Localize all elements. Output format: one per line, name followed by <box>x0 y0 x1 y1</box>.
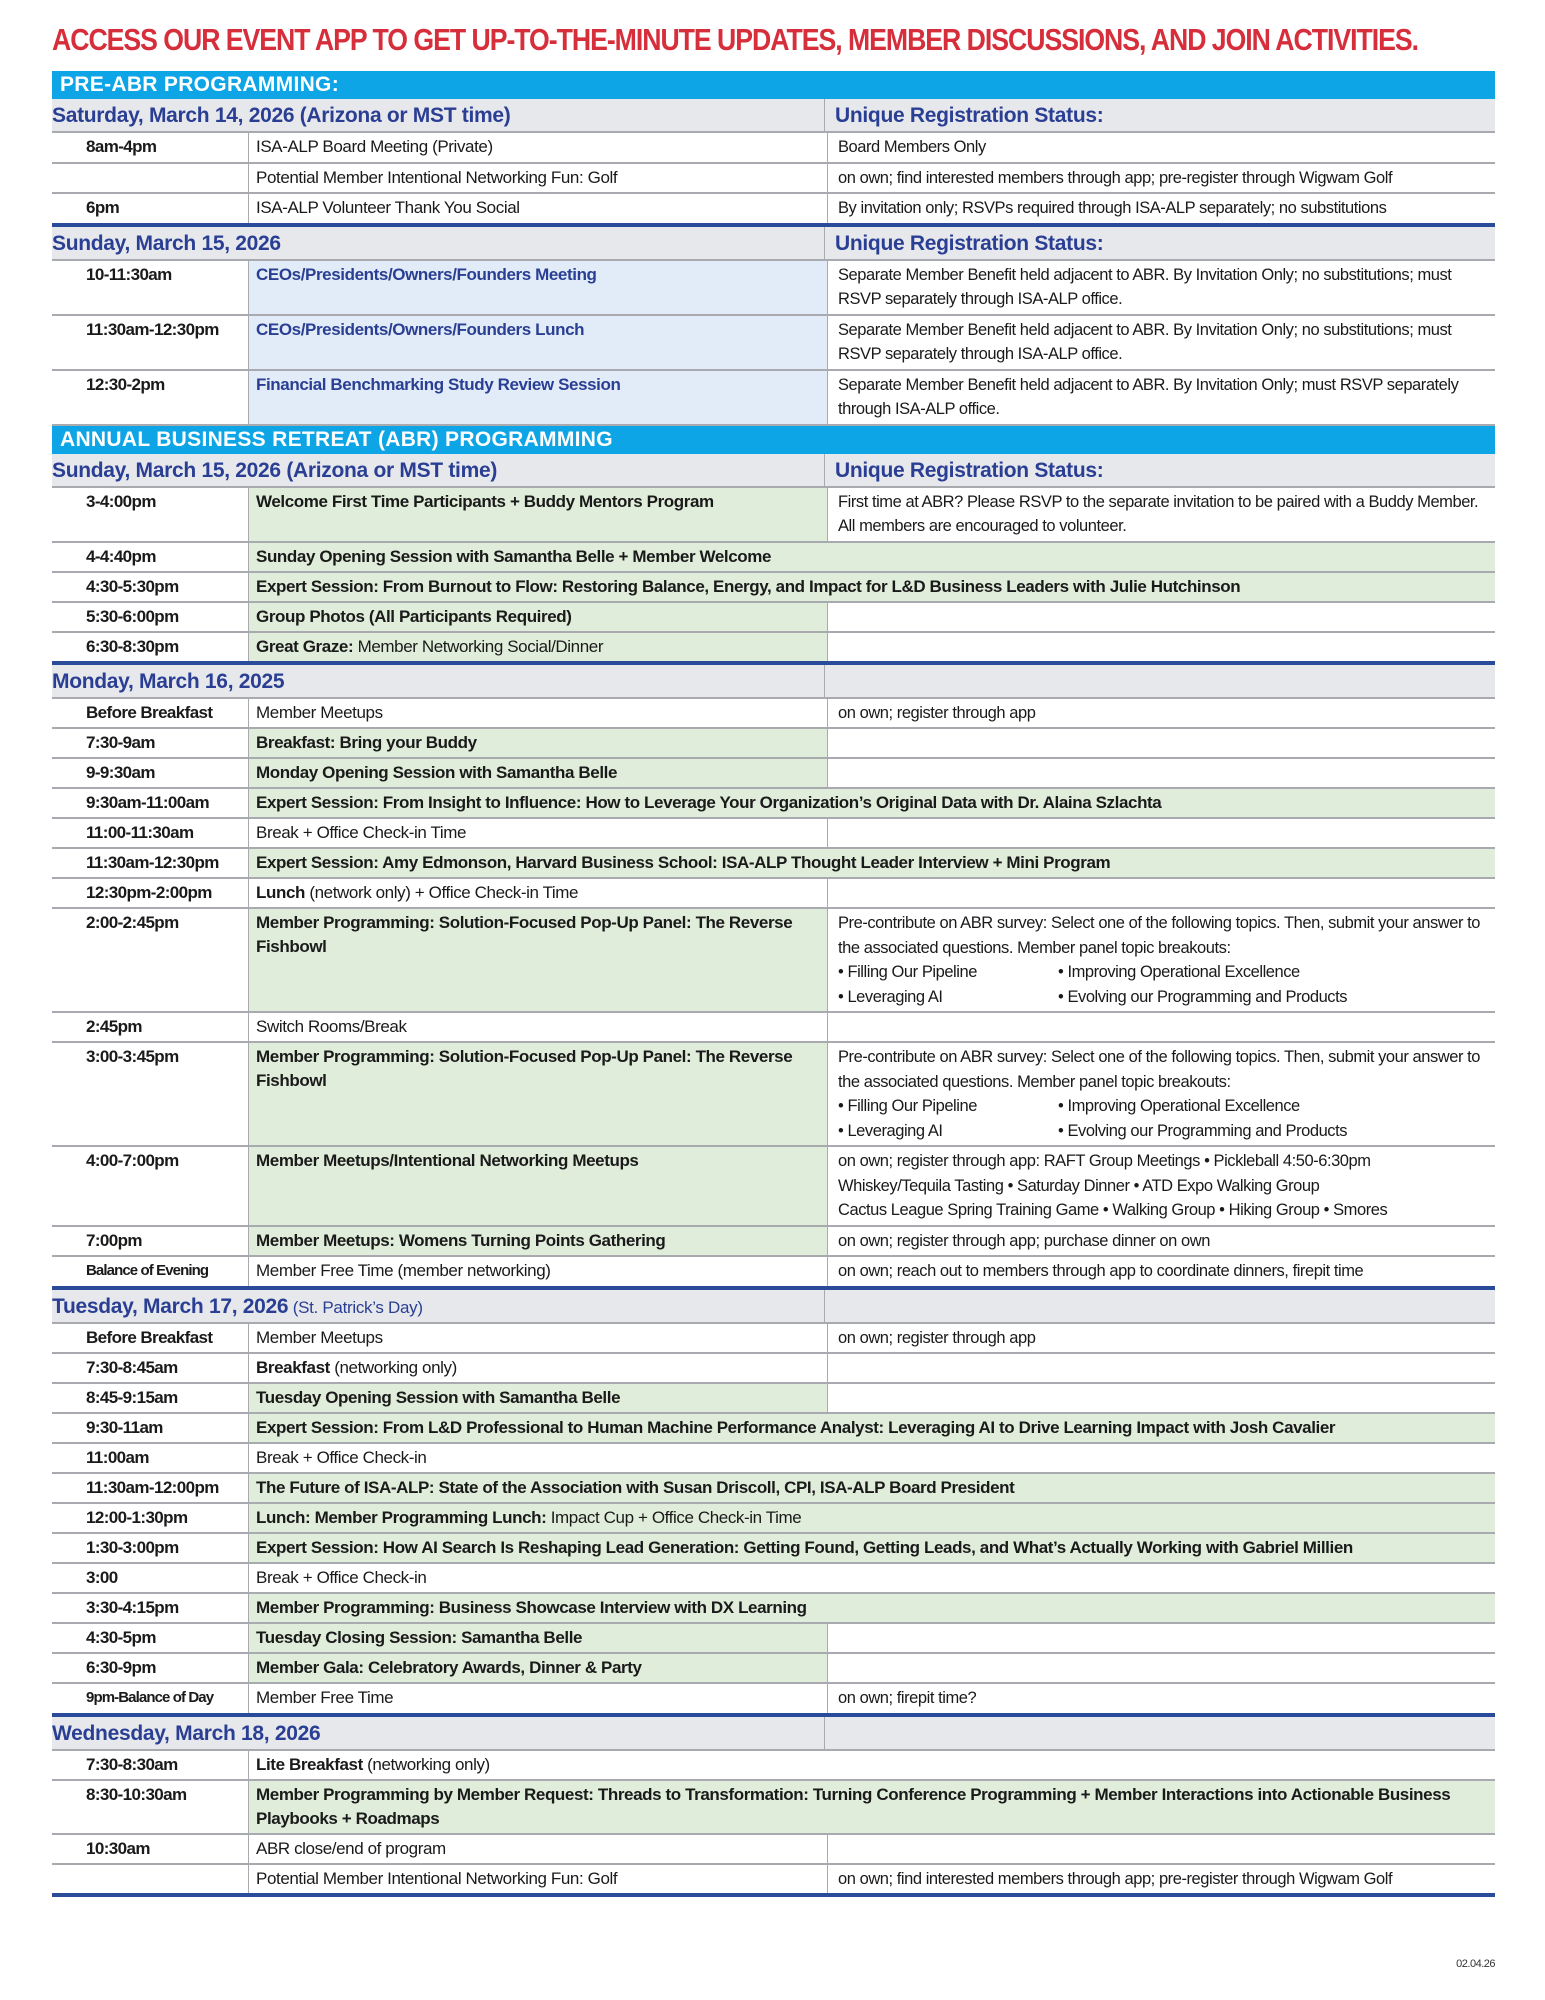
schedule-row <box>52 633 1495 665</box>
event-title-text: (network only) + Office Check-in Time <box>305 883 579 902</box>
row-event <box>249 1227 828 1256</box>
status-line: Whiskey/Tequila Tasting • Saturday Dinner • ATD Expo Walking Group <box>838 1176 1320 1195</box>
row-event <box>249 1534 1495 1562</box>
schedule-row <box>52 316 1495 371</box>
day-date-text: Monday, March 16, 2025 <box>52 669 285 693</box>
event-title-bold: The Future of ISA-ALP: State of the Association with Susan Driscoll, CPI, ISA-ALP Board President <box>256 1478 1015 1497</box>
day-date <box>52 1717 825 1749</box>
schedule-row <box>52 261 1495 316</box>
status-text: on own; register through app <box>838 1328 1036 1347</box>
schedule-row <box>52 909 1495 1013</box>
row-registration-status <box>828 1147 1495 1225</box>
event-title-text: Potential Member Intentional Networking Fun: Golf <box>256 1868 618 1888</box>
event-title-bold: Group Photos (All Participants Required) <box>256 606 572 626</box>
schedule-row <box>52 1835 1495 1865</box>
row-registration-status <box>828 261 1495 314</box>
section-title-bar: PRE-ABR PROGRAMMING: <box>52 71 1495 99</box>
event-title-text: ISA-ALP Board Meeting (Private) <box>256 137 493 156</box>
event-title-bold: Member Meetups: Womens Turning Points Gathering <box>256 1230 666 1250</box>
section-title-bar: ANNUAL BUSINESS RETREAT (ABR) PROGRAMMING <box>52 426 1495 454</box>
day-header <box>52 1717 1495 1751</box>
row-event <box>249 1654 828 1682</box>
schedule-row <box>52 1414 1495 1444</box>
row-event <box>249 1257 828 1286</box>
schedule-row <box>52 1324 1495 1355</box>
row-registration-status <box>828 371 1495 424</box>
row-registration-status <box>828 1013 1495 1041</box>
row-registration-status <box>828 729 1495 757</box>
event-title-bold: Member Programming by Member Request: Threads to Transformation: Turning Conference Programming + Member Interactions into Actionable Business Playbooks + Roadmaps <box>256 1784 1451 1828</box>
event-title-bold: Tuesday Opening Session with Samantha Belle <box>256 1388 621 1407</box>
schedule-row <box>52 1564 1495 1594</box>
event-title-text: (networking only) <box>329 1358 457 1377</box>
status-text: on own; find interested members through app; pre-register through Wigwam Golf <box>838 168 1393 187</box>
row-event <box>249 1684 828 1713</box>
event-title-bold: Breakfast <box>256 1358 330 1377</box>
row-event <box>249 849 1495 877</box>
topic-item: • Improving Operational Excellence <box>1058 963 1300 981</box>
row-registration-status <box>828 1684 1495 1713</box>
row-event <box>249 1504 1495 1532</box>
row-time: 9-9:30am <box>52 759 249 787</box>
row-time: 7:30-8:30am <box>52 1751 249 1779</box>
row-time: 3:00-3:45pm <box>52 1043 249 1145</box>
status-text: Pre-contribute on ABR survey: Select one of the following topics. Then, submit your answer to the associated questions. Member panel topic breakouts: <box>838 1048 1481 1091</box>
day-date <box>52 99 825 131</box>
event-title-text: Impact Cup + Office Check-in Time <box>546 1508 802 1527</box>
row-registration-status <box>828 1257 1495 1286</box>
row-event <box>249 909 828 1011</box>
day-date <box>52 665 825 697</box>
topic-item: • Filling Our Pipeline <box>838 1097 977 1115</box>
schedule-row <box>52 1781 1495 1835</box>
day-date <box>52 454 825 486</box>
topic-breakouts <box>838 1094 1491 1143</box>
row-time: 12:30pm-2:00pm <box>52 879 249 907</box>
event-title-text: Break + Office Check-in Time <box>256 823 467 842</box>
event-title-bold: CEOs/Presidents/Owners/Founders Lunch <box>256 319 585 339</box>
status-text: on own; register through app <box>838 703 1036 722</box>
row-time: 8am-4pm <box>52 133 249 162</box>
row-time: 7:30-9am <box>52 729 249 757</box>
day-date-note: (St. Patrick’s Day) <box>288 1297 423 1317</box>
status-text: Separate Member Benefit held adjacent to ABR. By Invitation Only; must RSVP separately through ISA-ALP office. <box>838 375 1459 418</box>
schedule-row <box>52 729 1495 759</box>
row-registration-status <box>828 1227 1495 1256</box>
event-title-bold: Expert Session: How AI Search Is Reshaping Lead Generation: Getting Found, Getting Leads, and What’s Actually Working with Gabriel Millien <box>256 1538 1353 1557</box>
event-title-text: Switch Rooms/Break <box>256 1017 407 1036</box>
row-event <box>249 789 1495 817</box>
schedule-row <box>52 1354 1495 1384</box>
row-time: 4:30-5pm <box>52 1624 249 1652</box>
status-text: on own; firepit time? <box>838 1689 977 1707</box>
event-title-bold: Lunch <box>256 883 305 902</box>
topic-item: • Improving Operational Excellence <box>1058 1097 1300 1115</box>
row-registration-status <box>828 1324 1495 1353</box>
row-event <box>249 819 828 847</box>
row-event <box>249 1564 1495 1592</box>
schedule-row <box>52 573 1495 603</box>
row-time: 10:30am <box>52 1835 249 1863</box>
row-registration-status <box>828 759 1495 787</box>
row-registration-status <box>828 879 1495 907</box>
day-header <box>52 1290 1495 1324</box>
row-time: 11:30am-12:00pm <box>52 1474 249 1502</box>
row-registration-status <box>828 819 1495 847</box>
row-time: 12:00-1:30pm <box>52 1504 249 1532</box>
schedule-row <box>52 1504 1495 1534</box>
event-title-bold: Tuesday Closing Session: Samantha Belle <box>256 1628 583 1647</box>
day-header <box>52 99 1495 133</box>
registration-status-header <box>825 665 1495 697</box>
row-time: 8:45-9:15am <box>52 1384 249 1412</box>
row-event <box>249 573 1495 601</box>
schedule-row <box>52 879 1495 909</box>
app-banner: ACCESS OUR EVENT APP TO GET UP-TO-THE-MINUTE UPDATES, MEMBER DISCUSSIONS, AND JOIN ACTIVITIES. <box>52 22 1418 57</box>
row-time: 6pm <box>52 194 249 223</box>
day-header <box>52 227 1495 261</box>
row-time: 3-4:00pm <box>52 488 249 541</box>
registration-status-header <box>825 1290 1495 1322</box>
status-line: Cactus League Spring Training Game • Walking Group • Hiking Group • Smores <box>838 1201 1388 1219</box>
row-event <box>249 194 828 223</box>
topic-item: • Evolving our Programming and Products <box>1058 1121 1348 1140</box>
status-text: By invitation only; RSVPs required through ISA-ALP separately; no substitutions <box>838 199 1387 217</box>
row-time <box>52 164 249 193</box>
event-title-text: ABR close/end of program <box>256 1838 446 1858</box>
day-date-text: Wednesday, March 18, 2026 <box>52 1721 321 1745</box>
schedule-row <box>52 488 1495 543</box>
row-event <box>249 1594 1495 1622</box>
row-event <box>249 1013 828 1041</box>
event-title-text: Potential Member Intentional Networking Fun: Golf <box>256 167 618 187</box>
event-title-bold: Expert Session: From L&D Professional to Human Machine Performance Analyst: Leveraging AI to Drive Learning Impact with Josh Cavalier <box>256 1418 1336 1437</box>
row-time: 9:30-11am <box>52 1414 249 1442</box>
status-text: on own; find interested members through app; pre-register through Wigwam Golf <box>838 1869 1393 1888</box>
row-time: 11:30am-12:30pm <box>52 316 249 369</box>
row-event <box>249 133 828 162</box>
schedule-row <box>52 1534 1495 1564</box>
row-time: 12:30-2pm <box>52 371 249 424</box>
row-event <box>249 879 828 907</box>
row-event <box>249 1781 1495 1833</box>
row-registration-status <box>828 194 1495 223</box>
row-time: 7:00pm <box>52 1227 249 1256</box>
row-event <box>249 1624 828 1652</box>
schedule-row <box>52 819 1495 849</box>
row-registration-status <box>828 1865 1495 1894</box>
row-event <box>249 1324 828 1353</box>
row-registration-status <box>828 316 1495 369</box>
row-time: 6:30-8:30pm <box>52 633 249 661</box>
row-registration-status <box>828 1835 1495 1863</box>
schedule-row <box>52 1384 1495 1414</box>
row-event <box>249 699 828 728</box>
schedule-row <box>52 133 1495 164</box>
schedule-row <box>52 759 1495 789</box>
schedule-row <box>52 603 1495 633</box>
schedule-row <box>52 1227 1495 1258</box>
topic-item: • Filling Our Pipeline <box>838 963 977 981</box>
row-time: 4-4:40pm <box>52 543 249 571</box>
event-title-text: (networking only) <box>362 1754 490 1774</box>
status-text: Separate Member Benefit held adjacent to ABR. By Invitation Only; no substitutions; must RSVP separately through ISA-ALP office. <box>838 320 1452 363</box>
row-event <box>249 488 828 541</box>
topic-item: • Leveraging AI <box>838 987 943 1006</box>
row-time: 6:30-9pm <box>52 1654 249 1682</box>
schedule-row <box>52 1147 1495 1227</box>
schedule-row <box>52 1043 1495 1147</box>
day-date-text: Sunday, March 15, 2026 <box>52 231 281 255</box>
status-line: on own; register through app: RAFT Group Meetings • Pickleball 4:50-6:30pm <box>838 1152 1371 1170</box>
status-text: Pre-contribute on ABR survey: Select one of the following topics. Then, submit your answer to the associated questions. Member panel topic breakouts: <box>838 914 1481 957</box>
row-event <box>249 1384 828 1412</box>
row-event <box>249 729 828 757</box>
schedule-row <box>52 699 1495 730</box>
event-title-bold: Sunday Opening Session with Samantha Belle + Member Welcome <box>256 546 772 566</box>
status-text: Separate Member Benefit held adjacent to ABR. By Invitation Only; no substitutions; must RSVP separately through ISA-ALP office. <box>838 265 1452 308</box>
row-event <box>249 1147 828 1225</box>
row-time: 5:30-6:00pm <box>52 603 249 631</box>
event-title-text: Member Meetups <box>256 702 383 722</box>
row-event <box>249 1354 828 1382</box>
row-time <box>52 1865 249 1894</box>
status-text: Board Members Only <box>838 138 986 156</box>
event-title-text: Break + Office Check-in <box>256 1568 427 1587</box>
event-title-bold: Expert Session: Amy Edmonson, Harvard Business School: ISA-ALP Thought Leader Interview + Mini Program <box>256 853 1111 872</box>
row-event <box>249 1444 1495 1472</box>
schedule-row <box>52 194 1495 227</box>
row-event <box>249 603 828 631</box>
day-header <box>52 665 1495 699</box>
row-registration-status <box>828 488 1495 541</box>
schedule-table <box>52 71 1495 1897</box>
schedule-row <box>52 1865 1495 1898</box>
row-time: 2:00-2:45pm <box>52 909 249 1011</box>
schedule-row <box>52 371 1495 426</box>
row-registration-status <box>828 1354 1495 1382</box>
topic-breakouts <box>838 960 1491 1009</box>
schedule-row <box>52 1751 1495 1781</box>
event-title-bold: Member Programming: Solution-Focused Pop-Up Panel: The Reverse Fishbowl <box>256 913 793 956</box>
row-time: 9pm-Balance of Day <box>52 1684 249 1713</box>
day-date-text: Saturday, March 14, 2026 (Arizona or MST time) <box>52 104 511 127</box>
row-event <box>249 543 1495 571</box>
event-title-bold: Member Programming: Business Showcase Interview with DX Learning <box>256 1598 807 1617</box>
row-time: 11:30am-12:30pm <box>52 849 249 877</box>
schedule-row <box>52 1624 1495 1654</box>
row-time: 4:00-7:00pm <box>52 1147 249 1225</box>
schedule-row <box>52 1444 1495 1474</box>
schedule-row <box>52 1594 1495 1624</box>
row-time: Balance of Evening <box>52 1257 249 1286</box>
day-date <box>52 227 825 259</box>
row-registration-status <box>828 1043 1495 1145</box>
row-event <box>249 261 828 314</box>
event-title-bold: CEOs/Presidents/Owners/Founders Meeting <box>256 264 597 284</box>
registration-status-header <box>825 1717 1495 1749</box>
schedule-row <box>52 543 1495 573</box>
schedule-row <box>52 1684 1495 1717</box>
row-event <box>249 316 828 369</box>
event-title-bold: Member Gala: Celebratory Awards, Dinner & Party <box>256 1658 642 1677</box>
row-event <box>249 1865 828 1894</box>
row-event <box>249 1751 1495 1779</box>
schedule-row <box>52 1013 1495 1043</box>
row-time: Before Breakfast <box>52 1324 249 1353</box>
row-event <box>249 633 828 661</box>
row-event <box>249 1835 828 1863</box>
event-title-text: Break + Office Check-in <box>256 1448 427 1467</box>
day-date-text: Sunday, March 15, 2026 (Arizona or MST time) <box>52 458 498 482</box>
row-time: 4:30-5:30pm <box>52 573 249 601</box>
day-header <box>52 454 1495 488</box>
row-event <box>249 1474 1495 1502</box>
schedule-row <box>52 1474 1495 1504</box>
row-time: 1:30-3:00pm <box>52 1534 249 1562</box>
row-registration-status <box>828 633 1495 661</box>
event-title-bold: Expert Session: From Burnout to Flow: Restoring Balance, Energy, and Impact for L&D Business Leaders with Julie Hutchinson <box>256 576 1241 596</box>
row-registration-status <box>828 909 1495 1011</box>
row-event <box>249 759 828 787</box>
row-event <box>249 164 828 193</box>
event-title-bold: Great Graze: <box>256 636 354 656</box>
row-time: 10-11:30am <box>52 261 249 314</box>
registration-status-header: Unique Registration Status: <box>835 458 1104 482</box>
row-time: 2:45pm <box>52 1013 249 1041</box>
row-time: 11:00-11:30am <box>52 819 249 847</box>
schedule-row <box>52 849 1495 879</box>
event-title-text: Member Free Time (member networking) <box>256 1261 551 1280</box>
event-title-text: Member Networking Social/Dinner <box>353 636 604 656</box>
registration-status-header: Unique Registration Status: <box>835 231 1104 255</box>
status-text: on own; register through app; purchase dinner on own <box>838 1231 1210 1250</box>
row-time: 9:30am-11:00am <box>52 789 249 817</box>
event-title-bold: Lunch: Member Programming Lunch: <box>256 1508 547 1527</box>
row-time: Before Breakfast <box>52 699 249 728</box>
row-event <box>249 1043 828 1145</box>
status-text: First time at ABR? Please RSVP to the separate invitation to be paired with a Buddy Member. All members are encouraged to volunteer. <box>838 492 1479 535</box>
row-registration-status <box>828 1654 1495 1682</box>
row-event <box>249 371 828 424</box>
row-time: 3:00 <box>52 1564 249 1592</box>
event-title-bold: Expert Session: From Insight to Influence: How to Leverage Your Organization’s Original Data with Dr. Alaina Szlachta <box>256 793 1162 812</box>
schedule-row <box>52 1257 1495 1290</box>
event-title-bold: Welcome First Time Participants + Buddy Mentors Program <box>256 491 714 511</box>
topic-item: • Leveraging AI <box>838 1121 943 1140</box>
row-registration-status <box>828 164 1495 193</box>
row-registration-status <box>828 1624 1495 1652</box>
row-registration-status <box>828 133 1495 162</box>
row-time: 11:00am <box>52 1444 249 1472</box>
schedule-row <box>52 789 1495 819</box>
row-time: 8:30-10:30am <box>52 1781 249 1833</box>
registration-status-header: Unique Registration Status: <box>835 104 1104 127</box>
event-title-bold: Financial Benchmarking Study Review Session <box>256 374 621 394</box>
day-date-text: Tuesday, March 17, 2026 <box>52 1294 289 1318</box>
row-time: 7:30-8:45am <box>52 1354 249 1382</box>
topic-item: • Evolving our Programming and Products <box>1058 987 1348 1006</box>
schedule-row <box>52 164 1495 195</box>
row-registration-status <box>828 603 1495 631</box>
event-title-bold: Member Meetups/Intentional Networking Meetups <box>256 1151 639 1170</box>
row-registration-status <box>828 1384 1495 1412</box>
event-title-bold: Member Programming: Solution-Focused Pop-Up Panel: The Reverse Fishbowl <box>256 1047 793 1090</box>
status-text: on own; reach out to members through app to coordinate dinners, firepit time <box>838 1262 1364 1280</box>
event-title-text: ISA-ALP Volunteer Thank You Social <box>256 198 520 217</box>
event-title-bold: Lite Breakfast <box>256 1754 363 1774</box>
event-title-text: Member Meetups <box>256 1327 383 1347</box>
row-time: 3:30-4:15pm <box>52 1594 249 1622</box>
row-registration-status <box>828 699 1495 728</box>
schedule-row <box>52 1654 1495 1684</box>
event-title-bold: Breakfast: Bring your Buddy <box>256 733 477 752</box>
event-title-bold: Monday Opening Session with Samantha Belle <box>256 763 618 782</box>
day-date <box>52 1290 825 1322</box>
event-title-text: Member Free Time <box>256 1688 394 1707</box>
footer-code: 02.04.26 <box>1456 1958 1495 1970</box>
row-event <box>249 1414 1495 1442</box>
